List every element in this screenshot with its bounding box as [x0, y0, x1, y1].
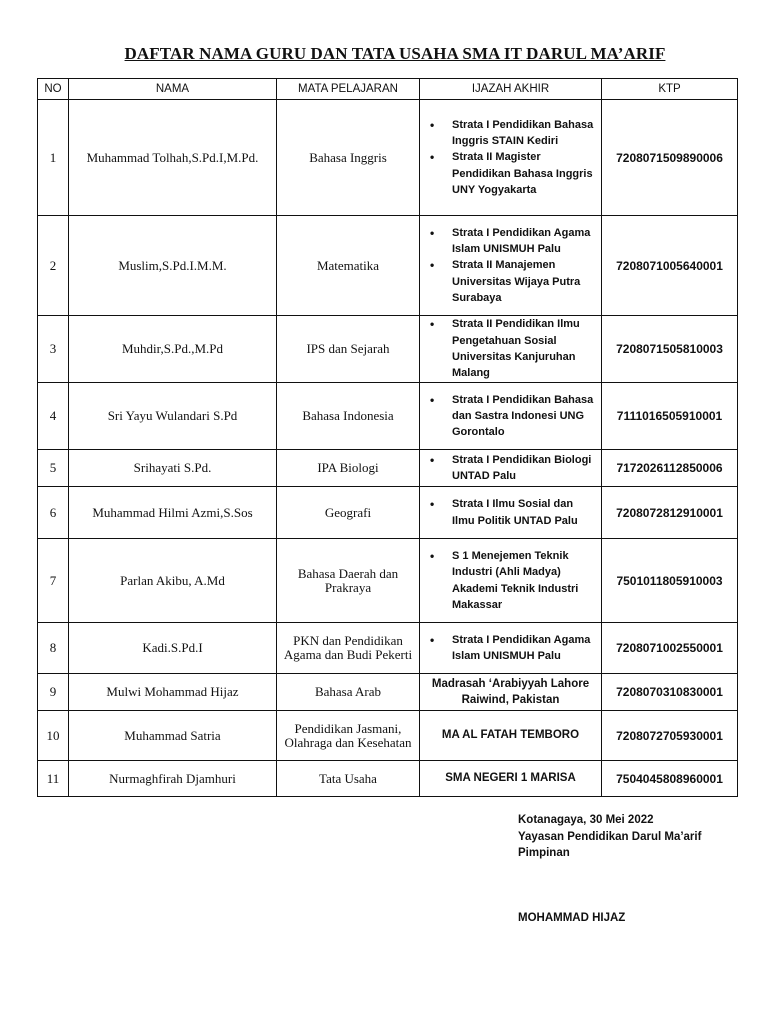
cell-mapel: Pendidikan Jasmani, Olahraga dan Kesehatan [277, 711, 420, 761]
cell-mapel: Bahasa Indonesia [277, 383, 420, 450]
cell-ktp: 7208071509890006 [602, 100, 738, 216]
column-header-no: NO [38, 79, 69, 100]
cell-nama: Parlan Akibu, A.Md [69, 539, 277, 623]
cell-ktp: 7504045808960001 [602, 761, 738, 797]
list-item: • Strata II Magister Pendidikan Bahasa Inggris UNY Yogyakarta [452, 149, 597, 198]
table-row [38, 711, 738, 761]
table-row [38, 761, 738, 797]
place-date: Kotanagaya, 30 Mei 2022 [518, 814, 654, 826]
cell-ktp: 7208072705930001 [602, 711, 738, 761]
cell-nama: Muslim,S.Pd.I.M.M. [69, 216, 277, 316]
cell-ktp: 7208070310830001 [602, 674, 738, 711]
list-item: • Strata I Ilmu Sosial dan Ilmu Politik UNTAD Palu [452, 496, 597, 529]
document-title: DAFTAR NAMA GURU DAN TATA USAHA SMA IT DARUL MA’ARIF [124, 44, 666, 63]
cell-mapel: IPS dan Sejarah [277, 316, 420, 383]
cell-no: 10 [38, 711, 69, 761]
cell-no: 9 [38, 674, 69, 711]
signature-block [518, 812, 701, 862]
cell-ijazah [420, 450, 602, 487]
cell-no: 3 [38, 316, 69, 383]
cell-nama: Nurmaghfirah Djamhuri [69, 761, 277, 797]
cell-nama: Muhammad Hilmi Azmi,S.Sos [69, 487, 277, 539]
list-item: • Strata II Pendidikan Ilmu Pengetahuan Sosial Universitas Kanjuruhan Malang [452, 316, 597, 381]
teacher-table [37, 78, 738, 797]
cell-mapel: IPA Biologi [277, 450, 420, 487]
table-row [38, 100, 738, 216]
list-item: • Strata I Pendidikan Biologi UNTAD Palu [452, 452, 597, 485]
list-item: • Strata I Pendidikan Bahasa dan Sastra Indonesi UNG Gorontalo [452, 392, 597, 441]
cell-ktp: 7111016505910001 [602, 383, 738, 450]
cell-ijazah [420, 216, 602, 316]
column-header-ktp: KTP [602, 79, 738, 100]
cell-no: 7 [38, 539, 69, 623]
table-header-row [38, 79, 738, 100]
cell-ktp: 7208072812910001 [602, 487, 738, 539]
cell-ijazah: SMA NEGERI 1 MARISA [420, 761, 602, 797]
table-row [38, 316, 738, 383]
cell-ktp: 7501011805910003 [602, 539, 738, 623]
cell-no: 5 [38, 450, 69, 487]
cell-ijazah [420, 100, 602, 216]
table-row [38, 674, 738, 711]
cell-no: 11 [38, 761, 69, 797]
cell-no: 1 [38, 100, 69, 216]
cell-ijazah [420, 623, 602, 674]
list-item: • Strata I Pendidikan Agama Islam UNISMUH Palu [452, 225, 597, 258]
cell-nama: Muhdir,S.Pd.,M.Pd [69, 316, 277, 383]
cell-mapel: PKN dan Pendidikan Agama dan Budi Pekerti [277, 623, 420, 674]
cell-nama: Srihayati S.Pd. [69, 450, 277, 487]
cell-mapel: Tata Usaha [277, 761, 420, 797]
column-header-nama: NAMA [69, 79, 277, 100]
cell-ktp: 7172026112850006 [602, 450, 738, 487]
column-header-ijazah: IJAZAH AKHIR [420, 79, 602, 100]
cell-mapel: Bahasa Daerah dan Prakraya [277, 539, 420, 623]
list-item: • Strata I Pendidikan Agama Islam UNISMUH Palu [452, 632, 597, 665]
cell-ktp: 7208071505810003 [602, 316, 738, 383]
cell-no: 4 [38, 383, 69, 450]
list-item: • S 1 Menejemen Teknik Industri (Ahli Madya) Akademi Teknik Industri Makassar [452, 548, 597, 613]
cell-ijazah [420, 487, 602, 539]
cell-no: 6 [38, 487, 69, 539]
cell-nama: Sri Yayu Wulandari S.Pd [69, 383, 277, 450]
cell-no: 2 [38, 216, 69, 316]
cell-ijazah [420, 383, 602, 450]
cell-mapel: Matematika [277, 216, 420, 316]
cell-ktp: 7208071002550001 [602, 623, 738, 674]
cell-nama: Muhammad Satria [69, 711, 277, 761]
table-row [38, 216, 738, 316]
table-row [38, 623, 738, 674]
table-row [38, 487, 738, 539]
list-item: • Strata II Manajemen Universitas Wijaya Putra Surabaya [452, 257, 597, 306]
cell-ijazah: Madrasah ‘Arabiyyah Lahore Raiwind, Pakistan [420, 674, 602, 711]
cell-mapel: Bahasa Arab [277, 674, 420, 711]
table-row [38, 450, 738, 487]
cell-ijazah [420, 316, 602, 383]
table-row [38, 383, 738, 450]
list-item: • Strata I Pendidikan Bahasa Inggris STAIN Kediri [452, 117, 597, 150]
cell-nama: Muhammad Tolhah,S.Pd.I,M.Pd. [69, 100, 277, 216]
signer-role: Pimpinan [518, 847, 570, 859]
table-row [38, 539, 738, 623]
cell-ktp: 7208071005640001 [602, 216, 738, 316]
cell-ijazah: MA AL FATAH TEMBORO [420, 711, 602, 761]
cell-no: 8 [38, 623, 69, 674]
column-header-mapel: MATA PELAJARAN [277, 79, 420, 100]
cell-nama: Mulwi Mohammad Hijaz [69, 674, 277, 711]
organization-name: Yayasan Pendidikan Darul Ma’arif [518, 830, 702, 843]
cell-mapel: Geografi [277, 487, 420, 539]
cell-nama: Kadi.S.Pd.I [69, 623, 277, 674]
signer-name: MOHAMMAD HIJAZ [518, 912, 626, 924]
cell-ijazah [420, 539, 602, 623]
cell-mapel: Bahasa Inggris [277, 100, 420, 216]
